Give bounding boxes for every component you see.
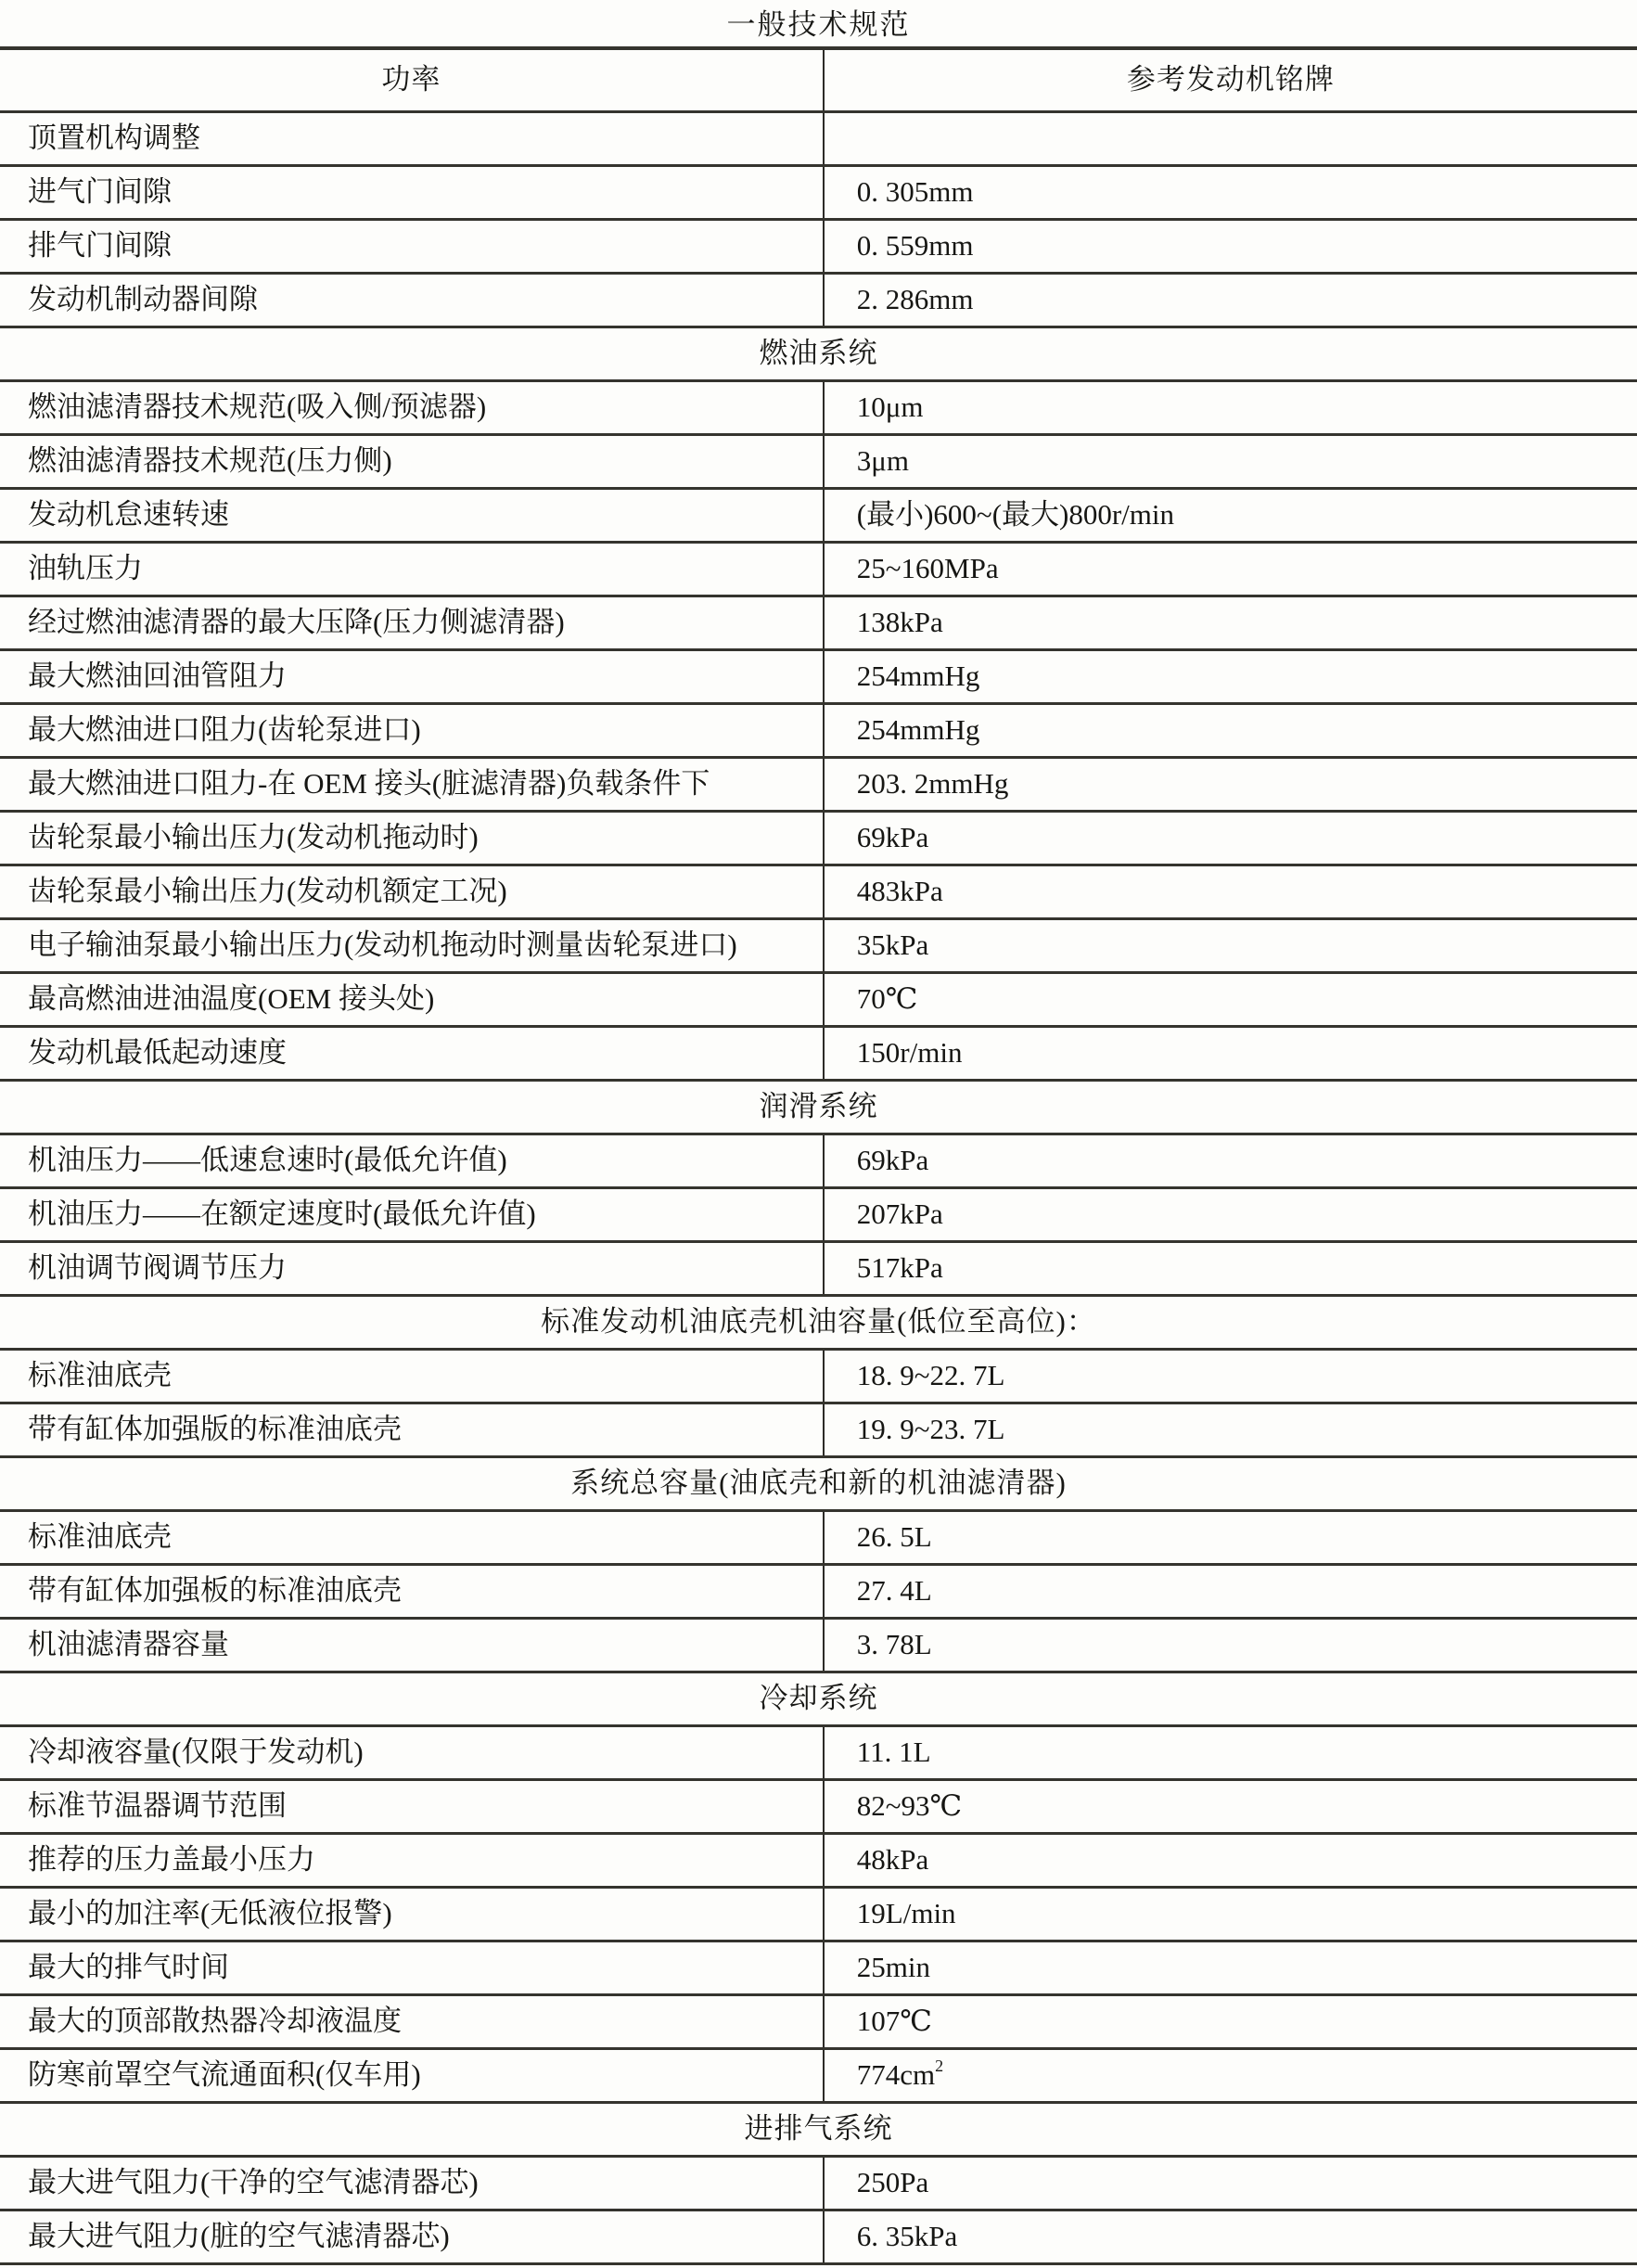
spec-label: 燃油滤清器技术规范(吸入侧/预滤器) <box>0 380 824 434</box>
table-row <box>0 165 1637 219</box>
spec-label: 标准节温器调节范围 <box>0 1779 824 1833</box>
spec-label: 排气门间隙 <box>0 219 824 273</box>
spec-value: 203. 2mmHg <box>824 757 1637 811</box>
table-row <box>0 2156 1637 2210</box>
table-row <box>0 703 1637 757</box>
spec-value: 25~160MPa <box>824 542 1637 596</box>
section-row <box>0 327 1637 380</box>
spec-label: 最高燃油进油温度(OEM 接头处) <box>0 972 824 1026</box>
table-row <box>0 1725 1637 1779</box>
spec-value <box>824 2048 1637 2102</box>
spec-value: 10μm <box>824 380 1637 434</box>
section-title: 系统总容量(油底壳和新的机油滤清器) <box>0 1456 1637 1510</box>
table-row <box>0 811 1637 865</box>
spec-label: 油轨压力 <box>0 542 824 596</box>
spec-value: 82~93℃ <box>824 1779 1637 1833</box>
spec-label: 推荐的压力盖最小压力 <box>0 1833 824 1887</box>
table-row <box>0 2048 1637 2102</box>
section-row <box>0 2102 1637 2156</box>
spec-label: 机油压力——在额定速度时(最低允许值) <box>0 1187 824 1241</box>
table-row <box>0 1403 1637 1456</box>
section-row <box>0 1080 1637 1134</box>
table-row <box>0 1887 1637 1941</box>
section-title: 燃油系统 <box>0 327 1637 380</box>
table-row <box>0 1134 1637 1187</box>
table-row <box>0 1187 1637 1241</box>
spec-value-base: 774cm <box>856 2058 936 2092</box>
spec-label: 经过燃油滤清器的最大压降(压力侧滤清器) <box>0 596 824 649</box>
spec-label: 最小的加注率(无低液位报警) <box>0 1887 824 1941</box>
table-row <box>0 219 1637 273</box>
spec-value: 6. 35kPa <box>824 2210 1637 2263</box>
table-row <box>0 757 1637 811</box>
spec-value: 138kPa <box>824 596 1637 649</box>
spec-table <box>0 46 1637 2265</box>
table-row <box>0 972 1637 1026</box>
spec-label: 机油滤清器容量 <box>0 1618 824 1672</box>
section-title: 标准发动机油底壳机油容量(低位至高位)： <box>0 1295 1637 1349</box>
spec-value: 27. 4L <box>824 1564 1637 1618</box>
spec-label: 标准油底壳 <box>0 1349 824 1403</box>
section-row <box>0 1295 1637 1349</box>
table-row <box>0 918 1637 972</box>
spec-value: 19L/min <box>824 1887 1637 1941</box>
spec-value: 2. 286mm <box>824 273 1637 327</box>
table-row <box>0 596 1637 649</box>
spec-label: 最大燃油回油管阻力 <box>0 649 824 703</box>
column-header-nameplate: 参考发动机铭牌 <box>824 48 1637 111</box>
spec-value: 107℃ <box>824 1994 1637 2048</box>
table-row <box>0 434 1637 488</box>
table-row <box>0 1941 1637 1994</box>
spec-label: 机油压力——低速怠速时(最低允许值) <box>0 1134 824 1187</box>
section-row <box>0 1672 1637 1725</box>
table-row <box>0 1779 1637 1833</box>
spec-label: 冷却液容量(仅限于发动机) <box>0 1725 824 1779</box>
table-row <box>0 2210 1637 2263</box>
section-title: 进排气系统 <box>0 2102 1637 2156</box>
spec-label: 标准油底壳 <box>0 1510 824 1564</box>
column-header-power: 功率 <box>0 48 824 111</box>
spec-value: 250Pa <box>824 2156 1637 2210</box>
table-row <box>0 1994 1637 2048</box>
table-header-row <box>0 48 1637 111</box>
table-row <box>0 111 1637 165</box>
spec-label: 带有缸体加强版的标准油底壳 <box>0 1403 824 1456</box>
table-row <box>0 542 1637 596</box>
table-row <box>0 1026 1637 1080</box>
spec-value: 3μm <box>824 434 1637 488</box>
spec-value: 207kPa <box>824 1187 1637 1241</box>
spec-value: 0. 559mm <box>824 219 1637 273</box>
spec-value: (最小)600~(最大)800r/min <box>824 488 1637 542</box>
spec-label: 发动机制动器间隙 <box>0 273 824 327</box>
spec-label: 电子输油泵最小输出压力(发动机拖动时测量齿轮泵进口) <box>0 918 824 972</box>
table-row <box>0 1241 1637 1295</box>
table-row <box>0 649 1637 703</box>
spec-value <box>824 111 1637 165</box>
spec-label: 最大燃油进口阻力(齿轮泵进口) <box>0 703 824 757</box>
spec-value: 3. 78L <box>824 1618 1637 1672</box>
spec-value: 517kPa <box>824 1241 1637 1295</box>
spec-label: 最大的排气时间 <box>0 1941 824 1994</box>
spec-value: 483kPa <box>824 865 1637 918</box>
spec-value: 254mmHg <box>824 649 1637 703</box>
spec-label: 最大燃油进口阻力-在 OEM 接头(脏滤清器)负载条件下 <box>0 757 824 811</box>
spec-label: 齿轮泵最小输出压力(发动机拖动时) <box>0 811 824 865</box>
spec-value: 26. 5L <box>824 1510 1637 1564</box>
page-title: 一般技术规范 <box>726 8 911 41</box>
spec-value: 25min <box>824 1941 1637 1994</box>
table-row <box>0 1618 1637 1672</box>
table-row <box>0 1510 1637 1564</box>
spec-value: 19. 9~23. 7L <box>824 1403 1637 1456</box>
table-row <box>0 1349 1637 1403</box>
spec-value-superscript: 2 <box>935 2057 944 2076</box>
table-row <box>0 1564 1637 1618</box>
spec-label: 带有缸体加强板的标准油底壳 <box>0 1564 824 1618</box>
section-row <box>0 1456 1637 1510</box>
spec-label: 最大进气阻力(脏的空气滤清器芯) <box>0 2210 824 2263</box>
spec-value: 254mmHg <box>824 703 1637 757</box>
spec-label: 防寒前罩空气流通面积(仅车用) <box>0 2048 824 2102</box>
spec-value: 48kPa <box>824 1833 1637 1887</box>
spec-label: 发动机最低起动速度 <box>0 1026 824 1080</box>
spec-label: 最大进气阻力(干净的空气滤清器芯) <box>0 2156 824 2210</box>
spec-label: 齿轮泵最小输出压力(发动机额定工况) <box>0 865 824 918</box>
table-row <box>0 1833 1637 1887</box>
table-row <box>0 380 1637 434</box>
section-title: 冷却系统 <box>0 1672 1637 1725</box>
spec-table-body <box>0 48 1637 2263</box>
table-row <box>0 273 1637 327</box>
spec-label: 最大的顶部散热器冷却液温度 <box>0 1994 824 2048</box>
spec-value: 18. 9~22. 7L <box>824 1349 1637 1403</box>
spec-label: 燃油滤清器技术规范(压力侧) <box>0 434 824 488</box>
spec-label: 发动机怠速转速 <box>0 488 824 542</box>
spec-value: 69kPa <box>824 811 1637 865</box>
spec-value: 35kPa <box>824 918 1637 972</box>
table-row <box>0 865 1637 918</box>
spec-value: 11. 1L <box>824 1725 1637 1779</box>
spec-value: 69kPa <box>824 1134 1637 1187</box>
section-title: 润滑系统 <box>0 1080 1637 1134</box>
spec-value: 150r/min <box>824 1026 1637 1080</box>
spec-label: 机油调节阀调节压力 <box>0 1241 824 1295</box>
table-row <box>0 488 1637 542</box>
spec-value: 0. 305mm <box>824 165 1637 219</box>
spec-label: 进气门间隙 <box>0 165 824 219</box>
spec-label: 顶置机构调整 <box>0 111 824 165</box>
spec-value: 70℃ <box>824 972 1637 1026</box>
